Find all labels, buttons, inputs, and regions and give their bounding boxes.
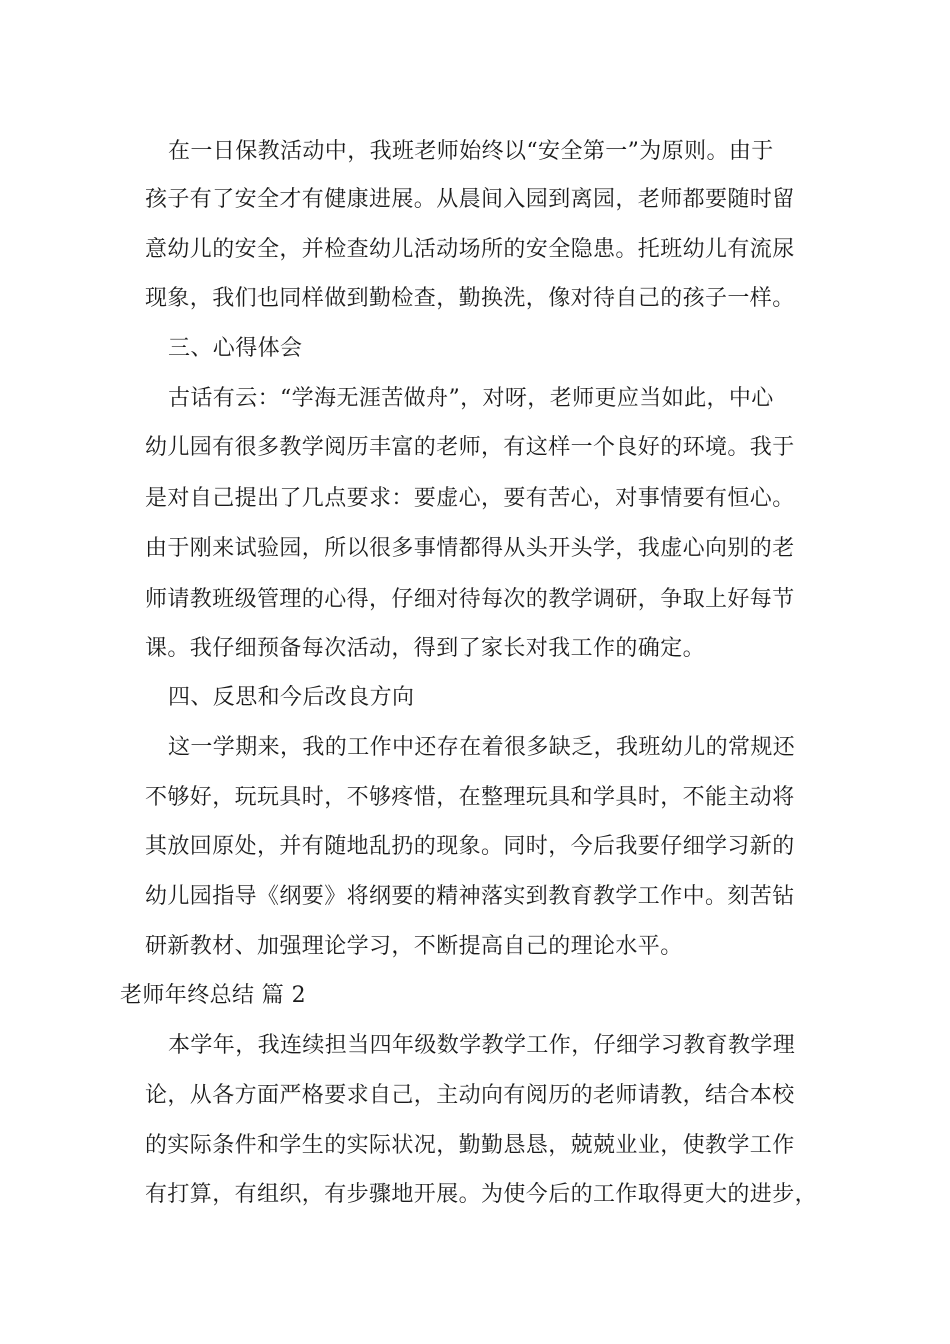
paragraph-line: 这一学期来，我的工作中还存在着很多缺乏，我班幼儿的常规还 <box>168 735 796 760</box>
section-heading: 四、反思和今后改良方向 <box>168 685 415 710</box>
paragraph-line: 意幼儿的安全，并检查幼儿活动场所的安全隐患。托班幼儿有流尿 <box>145 237 795 262</box>
paragraph-line: 幼儿园有很多教学阅历丰富的老师，有这样一个良好的环境。我于 <box>145 435 795 460</box>
paragraph-line: 师请教班级管理的心得，仔细对待每次的教学调研，争取上好每节 <box>145 587 795 612</box>
section-heading: 三、心得体会 <box>168 336 303 361</box>
paragraph-line: 有打算，有组织，有步骤地开展。为使今后的工作取得更大的进步， <box>145 1182 818 1207</box>
paragraph-line: 课。我仔细预备每次活动，得到了家长对我工作的确定。 <box>145 636 706 661</box>
paragraph-line: 幼儿园指导《纲要》将纲要的精神落实到教育教学工作中。刻苦钻 <box>145 884 795 909</box>
paragraph-line: 由于刚来试验园，所以很多事情都得从头开头学，我虚心向别的老 <box>145 536 795 561</box>
paragraph-line: 研新教材、加强理论学习，不断提高自己的理论水平。 <box>145 934 683 959</box>
paragraph-line: 是对自己提出了几点要求：要虚心，要有苦心，对事情要有恒心。 <box>145 486 795 511</box>
paragraph-line: 本学年，我连续担当四年级数学教学工作，仔细学习教育教学理 <box>168 1033 796 1058</box>
article-title: 老师年终总结 篇 2 <box>120 983 306 1008</box>
paragraph-line: 古话有云：“学海无涯苦做舟”，对呀，老师更应当如此，中心 <box>168 386 774 411</box>
paragraph-line: 现象，我们也同样做到勤检查，勤换洗，像对待自己的孩子一样。 <box>145 286 795 311</box>
paragraph-line: 不够好，玩玩具时，不够疼惜，在整理玩具和学具时，不能主动将 <box>145 785 795 810</box>
paragraph-line: 论，从各方面严格要求自己，主动向有阅历的老师请教，结合本校 <box>145 1083 795 1108</box>
paragraph-line: 的实际条件和学生的实际状况，勤勤恳恳，兢兢业业，使教学工作 <box>145 1133 795 1158</box>
paragraph-line: 其放回原处，并有随地乱扔的现象。同时，今后我要仔细学习新的 <box>145 834 795 859</box>
paragraph-line: 在一日保教活动中，我班老师始终以“安全第一”为原则。由于 <box>168 139 774 164</box>
paragraph-line: 孩子有了安全才有健康进展。从晨间入园到离园，老师都要随时留 <box>145 187 795 212</box>
